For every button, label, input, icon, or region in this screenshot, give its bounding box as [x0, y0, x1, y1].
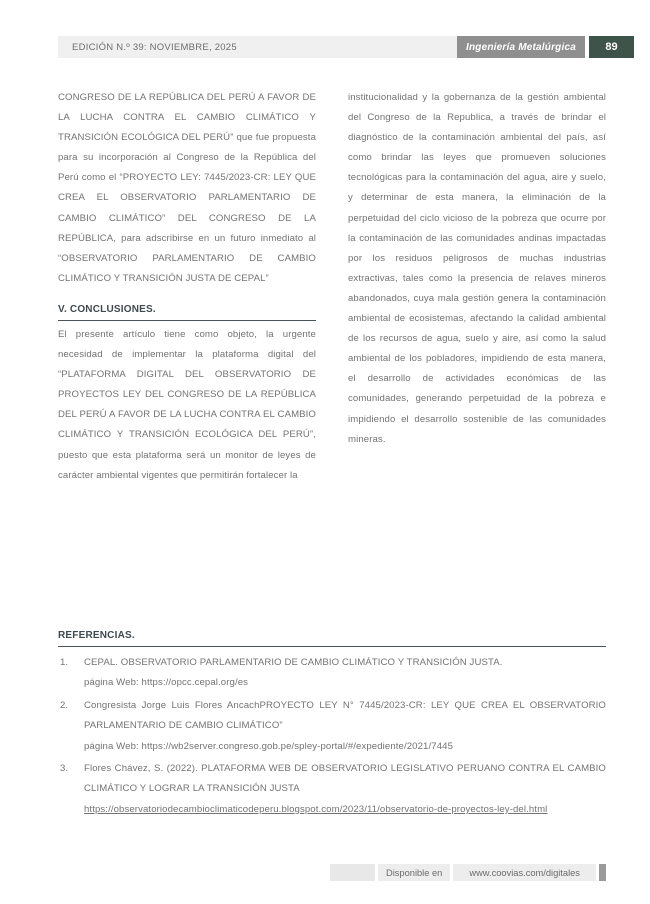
footer-end-mark: [599, 864, 606, 881]
footer-available-label: Disponible en: [378, 864, 450, 881]
references-section: [58, 628, 606, 822]
right-column-paragraph-1: institucionalidad y la gobernanza de la gestión ambiental del Congreso de la Republica, a través de brindar el diagnóstico de la contaminación ambiental del país, así como brindar las leyes que promueven soluciones tecnológicas para la contaminación del agua, aire y suelo, y determinar de esta manera, la eliminación de la perpetuidad del ciclo vicioso de la pobreza que ocurre por la contaminación de las comunidades andinas impactadas por los residuos peligrosos de muchas industrias extractivas, tales como la presencia de relaves mineros abandonados, cuya mala gestión genera la contaminación ambiental de ecosistemas, afectando la calidad ambiental de los recursos de agua, suelo y aire, así como la salud ambiental de los pobladores, impidiendo de esta manera, el desarrollo de actividades económicas de las comunidades, generando perpetuidad de la pobreza e impidiendo el desarrollo sostenible de las comunidades mineras.: [348, 92, 606, 445]
page-header: [58, 36, 634, 58]
reference-item: [58, 696, 606, 757]
reference-item: [58, 759, 606, 820]
footer-decoration-block: [330, 864, 375, 881]
page-number-badge: 89: [589, 36, 634, 58]
left-column-paragraph-1: CONGRESO DE LA REPÚBLICA DEL PERÚ A FAVOR DE LA LUCHA CONTRA EL CAMBIO CLIMÁTICO Y TRANSICIÓN ECOLÓGICA DEL PERÚ” que fue propuesta para su incorporación al Congreso de la República del Perú como el “PROYECTO LEY: 7445/2023-CR: LEY QUE CREA EL OBSERVATORIO PARLAMENTARIO DE CAMBIO CLIMÁTICO” DEL CONGRESO DE LA REPÚBLICA, para adscribirse en un futuro inmediato al “OBSERVATORIO PARLAMENTARIO DE CAMBIO CLIMÁTICO Y TRANSICIÓN JUSTA DE CEPAL”: [58, 92, 316, 284]
reference-url[interactable]: página Web: https://opcc.cepal.org/es: [84, 677, 249, 689]
header-edition-label: EDICIÓN N.º 39: NOVIEMBRE, 2025: [58, 36, 457, 58]
reference-item: [58, 653, 606, 694]
references-list: [58, 653, 606, 820]
footer-url[interactable]: www.coovias.com/digitales: [453, 864, 596, 881]
page-footer: [330, 864, 606, 881]
references-heading: REFERENCIAS.: [58, 628, 606, 647]
reference-number: 3.: [60, 763, 69, 775]
conclusiones-heading: V. CONCLUSIONES.: [58, 302, 316, 321]
header-section-badge: Ingeniería Metalúrgica: [457, 36, 585, 58]
reference-url[interactable]: página Web: https://wb2server.congreso.gob.pe/spley-portal/#/expediente/2021/7445: [84, 740, 453, 752]
reference-url-link[interactable]: https://observatoriodecambioclimaticodeperu.blogspot.com/2023/11/observatorio-de-proyectos-ley-del.html: [84, 803, 548, 815]
reference-number: 2.: [60, 699, 69, 711]
reference-text: Flores Chávez, S. (2022). PLATAFORMA WEB DE OBSERVATORIO LEGISLATIVO PERUANO CONTRA EL CAMBIO CLIMÁTICO Y LOGRAR LA TRANSICIÓN JUSTA: [84, 763, 606, 795]
left-column: [58, 88, 316, 486]
article-columns: [58, 88, 606, 486]
reference-text: Congresista Jorge Luis Flores AncachPROYECTO LEY N° 7445/2023-CR: LEY QUE CREA EL OBSERVATORIO PARLAMENTARIO DE CAMBIO CLIMÁTICO”: [84, 699, 606, 732]
right-column: [348, 88, 606, 486]
reference-text: CEPAL. OBSERVATORIO PARLAMENTARIO DE CAMBIO CLIMÁTICO Y TRANSICIÓN JUSTA.: [84, 657, 503, 668]
left-column-paragraph-2: El presente artículo tiene como objeto, la urgente necesidad de implementar la plataforma digital del “PLATAFORMA DIGITAL DEL OBSERVATORIO DE PROYECTOS LEY DEL CONGRESO DE LA REPÚBLICA DEL PERÚ A FAVOR DE LA LUCHA CONTRA EL CAMBIO CLIMÁTICO Y TRANSICIÓN ECOLÓGICA DEL PERÚ”, puesto que esta plataforma será un monitor de leyes de carácter ambiental vigentes que permitirán fortalecer la: [58, 328, 316, 481]
reference-number: 1.: [60, 657, 69, 668]
